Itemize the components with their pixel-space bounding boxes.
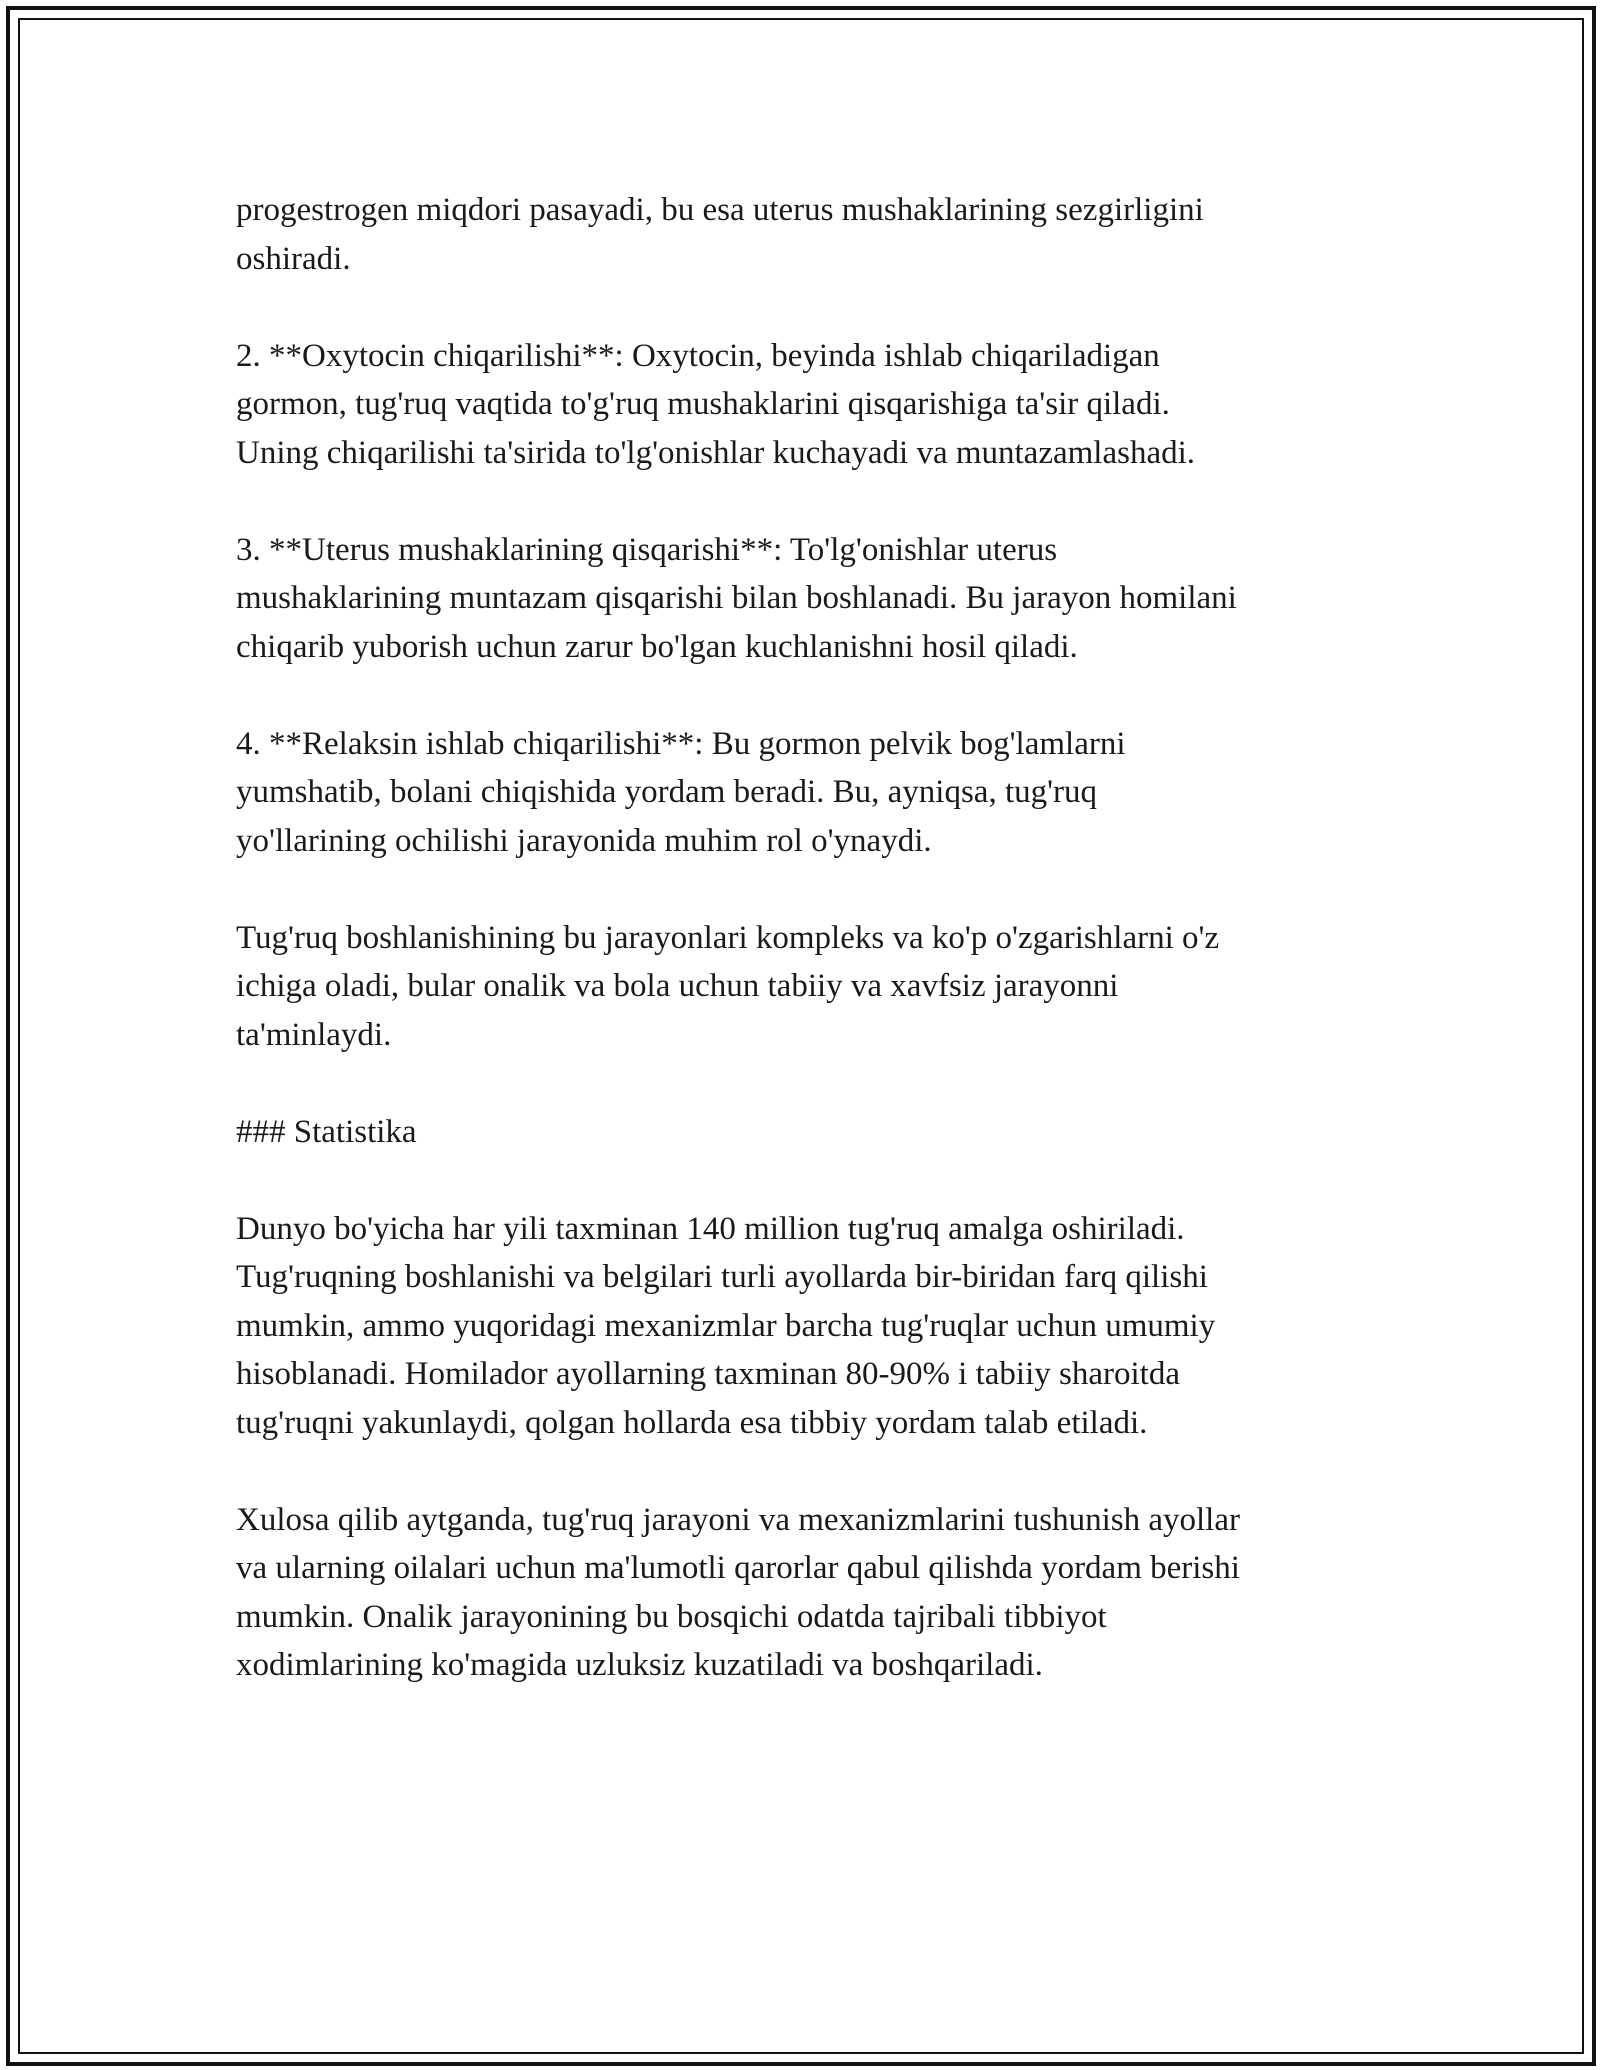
paragraph-statistics: Dunyo bo'yicha har yili taxminan 140 million tug'ruq amalga oshiriladi. Tug'ruqning boshlanishi va belgilari turli ayollarda bir-biridan farq qilishi mumkin, ammo yuqoridagi mexanizmlar barcha tug'ruqlar uchun umumiy hisoblanadi. Homilador ayollarning taxminan 80-90% i tabiiy sharoitda tug'ruqni yakunlaydi, qolgan hollarda esa tibbiy yordam talab etiladi. [236, 1210, 1216, 1441]
list-item-uterus-contraction: 3. **Uterus mushaklarining qisqarishi**: To'lg'onishlar uterus mushaklarining muntazam qisqarishi bilan boshlanadi. Bu jarayon homilani chiqarib yuborish uchun zarur bo'lgan kuchlanishni hosil qiladi. [236, 531, 1237, 665]
list-item-oxytocin: 2. **Oxytocin chiqarilishi**: Oxytocin, beyinda ishlab chiqariladigan gormon, tug'ruq vaqtida to'g'ruq mushaklarini qisqarishiga ta'sir qiladi. Uning chiqarilishi ta'sirida to'lg'onishlar kuchayadi va muntazamlashadi. [236, 337, 1196, 471]
document-body [236, 186, 1376, 1738]
section-heading-statistika: ### Statistika [236, 1113, 417, 1150]
paragraph-summary-processes: Tug'ruq boshlanishining bu jarayonlari kompleks va ko'p o'zgarishlarni o'z ichiga oladi, bular onalik va bola uchun tabiiy va xavfsiz jarayonni ta'minlaydi. [236, 919, 1220, 1053]
list-item-relaxin: 4. **Relaksin ishlab chiqarilishi**: Bu gormon pelvik bog'lamlarni yumshatib, bolani chiqishida yordam beradi. Bu, ayniqsa, tug'ruq yo'llarining ochilishi jarayonida muhim rol o'ynaydi. [236, 725, 1126, 859]
paragraph-conclusion: Xulosa qilib aytganda, tug'ruq jarayoni va mexanizmlarini tushunish ayollar va ularning oilalari uchun ma'lumotli qarorlar qabul qilishda yordam berishi mumkin. Onalik jarayonining bu bosqichi odatda tajribali tibbiyot xodimlarining ko'magida uzluksiz kuzatiladi va boshqariladi. [236, 1501, 1240, 1683]
paragraph-progesterone-continuation: progestrogen miqdori pasayadi, bu esa uterus mushaklarining sezgirligini oshiradi. [236, 192, 1204, 277]
